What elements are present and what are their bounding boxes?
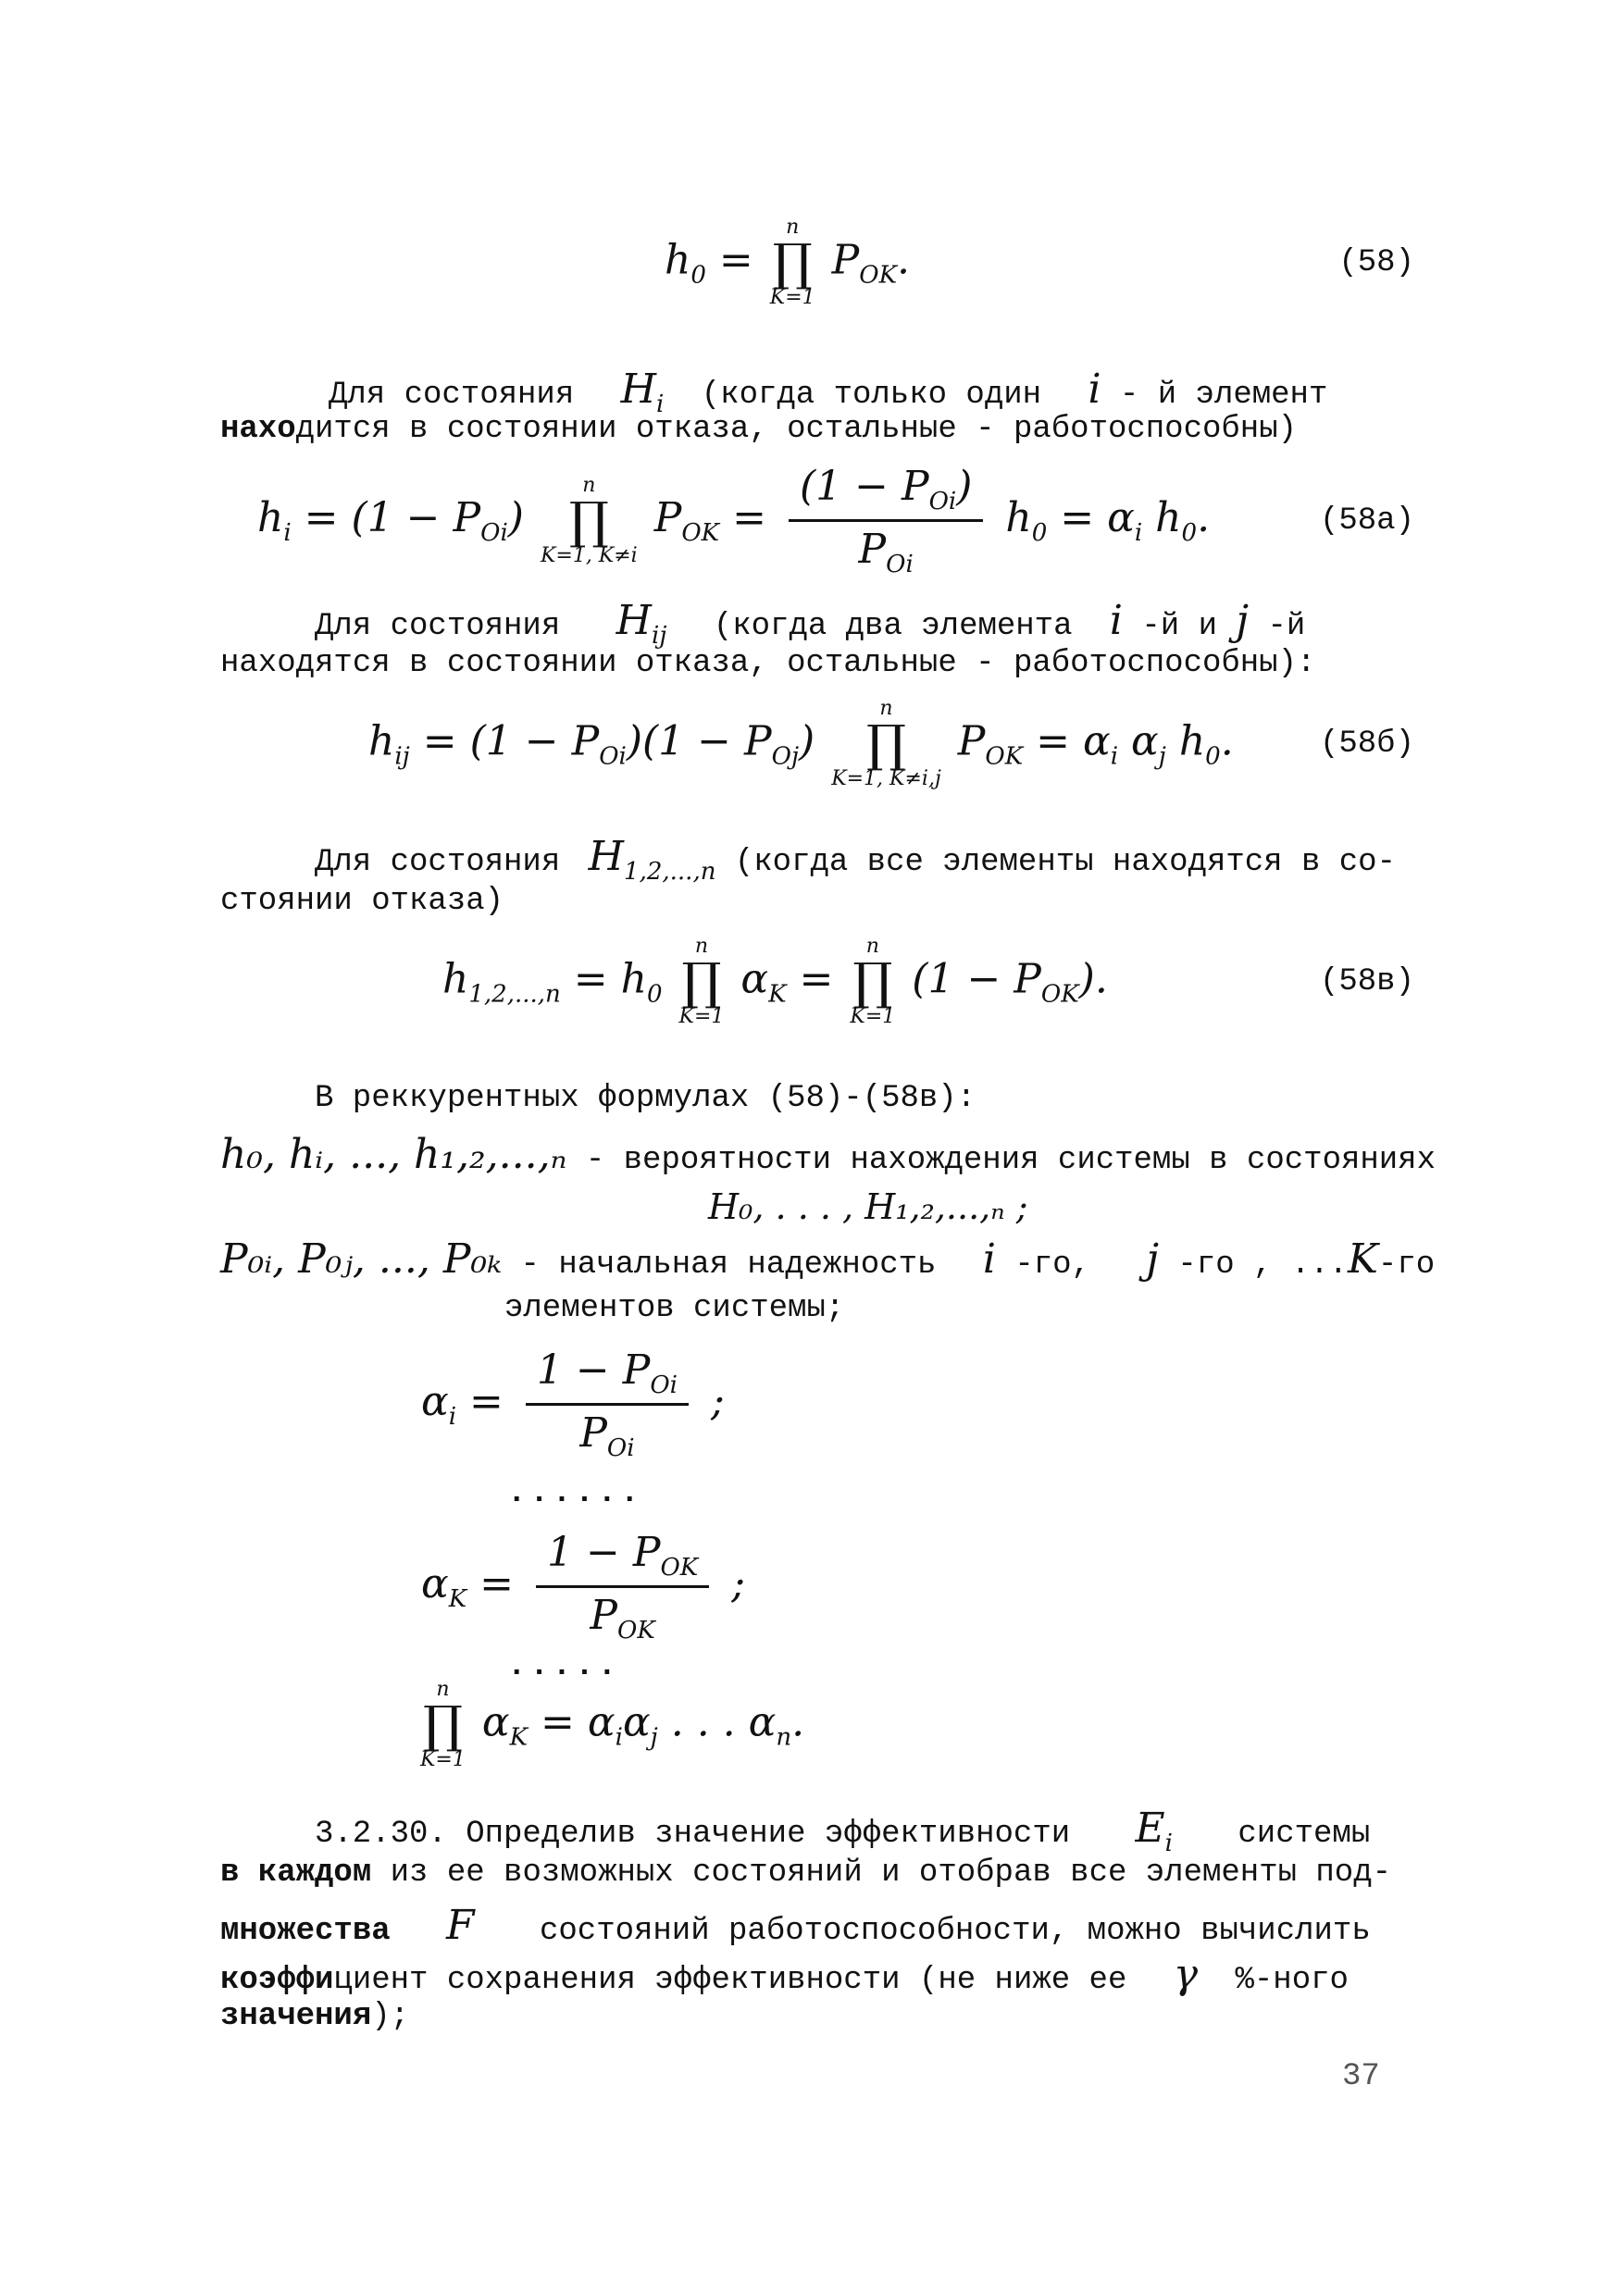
- section-3-2-30-line4: [220, 1951, 1349, 1998]
- paragraph-state-all-line1: [315, 833, 1396, 886]
- symbol: $H_i$: [620, 366, 665, 418]
- text: значения: [220, 1999, 372, 2034]
- prod-bottom: K=1: [769, 286, 815, 309]
- symbol: i: [1088, 366, 1101, 413]
- eq-op: =: [718, 236, 753, 284]
- text: - начальная надежность: [520, 1247, 937, 1283]
- text: дится в состоянии отказа, остальные - работоспособны): [295, 412, 1298, 447]
- symbol: $H_{1,2,...,n}$: [588, 833, 716, 886]
- text: из ее возможных состояний и отобрав все элементы под-: [390, 1855, 1392, 1891]
- eq-symbol: h: [665, 236, 691, 284]
- text: -й: [1267, 609, 1306, 644]
- text: Для состояния: [315, 845, 561, 880]
- symbol: h₀, hᵢ, ..., h₁,₂,...,ₙ: [220, 1131, 567, 1178]
- text: системы: [1238, 1817, 1371, 1852]
- product-operator: n ∏ K=1, K≠i: [540, 473, 638, 567]
- text: циент сохранения эффективности (не ниже ее: [333, 1963, 1127, 1998]
- paragraph-state-hij-line1: [315, 597, 1305, 650]
- text: -го: [1377, 1247, 1436, 1283]
- equation-label-58v: (58в): [1319, 964, 1414, 999]
- equation-row-58v: [220, 937, 1414, 1027]
- text: -: [585, 1143, 605, 1178]
- eq-sub: 0: [690, 261, 706, 290]
- paragraph-state-hi-line1: [329, 366, 1327, 418]
- section-3-2-30-line2: [220, 1855, 1391, 1891]
- equation-row-58b: [220, 699, 1414, 789]
- eq-sub: OK: [859, 261, 897, 290]
- text: Для состояния: [315, 609, 561, 644]
- product-operator: n ∏ K=1: [769, 216, 815, 309]
- fraction: $\frac{1 - P_{OK}}{P_{OK}}$: [536, 1529, 709, 1644]
- paragraph-state-all-line2: стоянии отказа): [220, 884, 504, 919]
- symbol: F: [446, 1902, 475, 1949]
- definition-h-states: H₀, . . . , H₁,₂,...,ₙ ;: [708, 1186, 1028, 1227]
- text: %-ного: [1235, 1963, 1349, 1998]
- definition-h: [220, 1131, 1436, 1178]
- definition-p-line2: элементов системы;: [504, 1291, 845, 1326]
- symbol: i: [982, 1235, 996, 1283]
- equation-58: [665, 217, 910, 308]
- fraction: $\frac{1 - P_{Oi}}{P_{Oi}}$: [526, 1347, 689, 1462]
- section-3-2-30-line1: [315, 1805, 1370, 1857]
- text: 3.2.30. Определив значение эффективности: [315, 1817, 1071, 1852]
- equation-58b: $h_{ij} = (1 - P_{Oi})(1 - P_{Oj})$ n ∏ K=1, K≠i,j $P_{OK} = \alpha_i$ $\alpha_j$ $h_0$.: [368, 697, 1234, 790]
- symbol: $H_{ij}$: [616, 597, 667, 650]
- text: (когда только один: [701, 378, 1042, 413]
- text: );: [371, 1999, 410, 2034]
- alpha-k-formula: $\alpha_K$ = $\frac{1 - P_{OK}}{P_{OK}}$ ;: [421, 1529, 746, 1644]
- product-operator: n ∏ K=1: [420, 1678, 466, 1771]
- section-3-2-30-line5: [220, 1999, 409, 2034]
- ellipsis: .....: [507, 1649, 621, 1684]
- text: множества: [220, 1914, 391, 1949]
- text: (когда все элементы находятся в со-: [734, 845, 1396, 880]
- text: вероятности нахождения системы в состояниях: [623, 1143, 1436, 1178]
- text: -й и: [1141, 609, 1218, 644]
- product-operator: n ∏ K=1, K≠i,j: [831, 697, 941, 790]
- symbol: j: [1146, 1235, 1159, 1283]
- text: коэффи: [220, 1963, 334, 1998]
- alpha-i-formula: $\alpha_i$ = $\frac{1 - P_{Oi}}{P_{Oi}}$ ;: [421, 1347, 725, 1462]
- symbol: j: [1236, 597, 1250, 644]
- text: состояний работоспособности, можно вычислить: [539, 1914, 1371, 1949]
- paragraph-state-hi-line2: [220, 412, 1297, 447]
- prod-top: n: [786, 216, 800, 239]
- page-number: 37: [1342, 2059, 1380, 2094]
- equation-label-58: (58): [1338, 245, 1414, 280]
- text: - й элемент: [1119, 378, 1328, 413]
- text: Для состояния: [329, 378, 575, 413]
- equation-58a: $h_i = (1 - P_{Oi})$ n ∏ K=1, K≠i $P_{OK}$ = $\frac{(1 - P_{Oi})}{P_{Oi}}$ $h_0 = \alpha_i$ $h_0$.: [257, 463, 1211, 578]
- symbol: P₀ᵢ, P₀ⱼ, ..., P₀ₖ: [220, 1235, 503, 1283]
- definition-p: [220, 1235, 1435, 1283]
- product-operator: n ∏ K=1: [850, 935, 896, 1028]
- symbol: γ: [1173, 1951, 1199, 1998]
- equation-label-58b: (58б): [1319, 726, 1414, 762]
- eq-term: P: [831, 236, 860, 284]
- equation-row-58: [220, 217, 1414, 308]
- symbol: i: [1109, 597, 1123, 644]
- equation-58v: $h_{1,2,...,n} = h_0$ n ∏ K=1 $\alpha_K$ = n ∏ K=1 $(1 - P_{OK})$.: [442, 935, 1108, 1028]
- text: нахо: [220, 412, 296, 447]
- paragraph-state-hij-line2: находятся в состоянии отказа, остальные - работоспособны):: [220, 646, 1316, 681]
- recurrent-formulas-heading: В реккурентных формулах (58)-(58в):: [315, 1081, 976, 1116]
- text: -го,: [1014, 1247, 1090, 1283]
- ellipsis: ......: [507, 1476, 643, 1511]
- text: (когда два элемента: [713, 609, 1073, 644]
- equation-row-58a: [220, 463, 1414, 578]
- fraction: $\frac{(1 - P_{Oi})}{P_{Oi}}$: [789, 463, 983, 578]
- symbol: K: [1348, 1235, 1378, 1283]
- alpha-product-formula: n ∏ K=1 $\alpha_K = \alpha_i\alpha_j$ . . . $\alpha_n$.: [420, 1678, 805, 1771]
- equation-label-58a: (58а): [1319, 503, 1414, 539]
- eq-end: .: [897, 236, 910, 284]
- text: в каждом: [220, 1855, 372, 1891]
- section-3-2-30-line3: [220, 1902, 1371, 1949]
- text: -го , ...: [1177, 1247, 1349, 1283]
- product-operator: n ∏ K=1: [678, 935, 725, 1028]
- symbol: $E_i$: [1135, 1805, 1173, 1857]
